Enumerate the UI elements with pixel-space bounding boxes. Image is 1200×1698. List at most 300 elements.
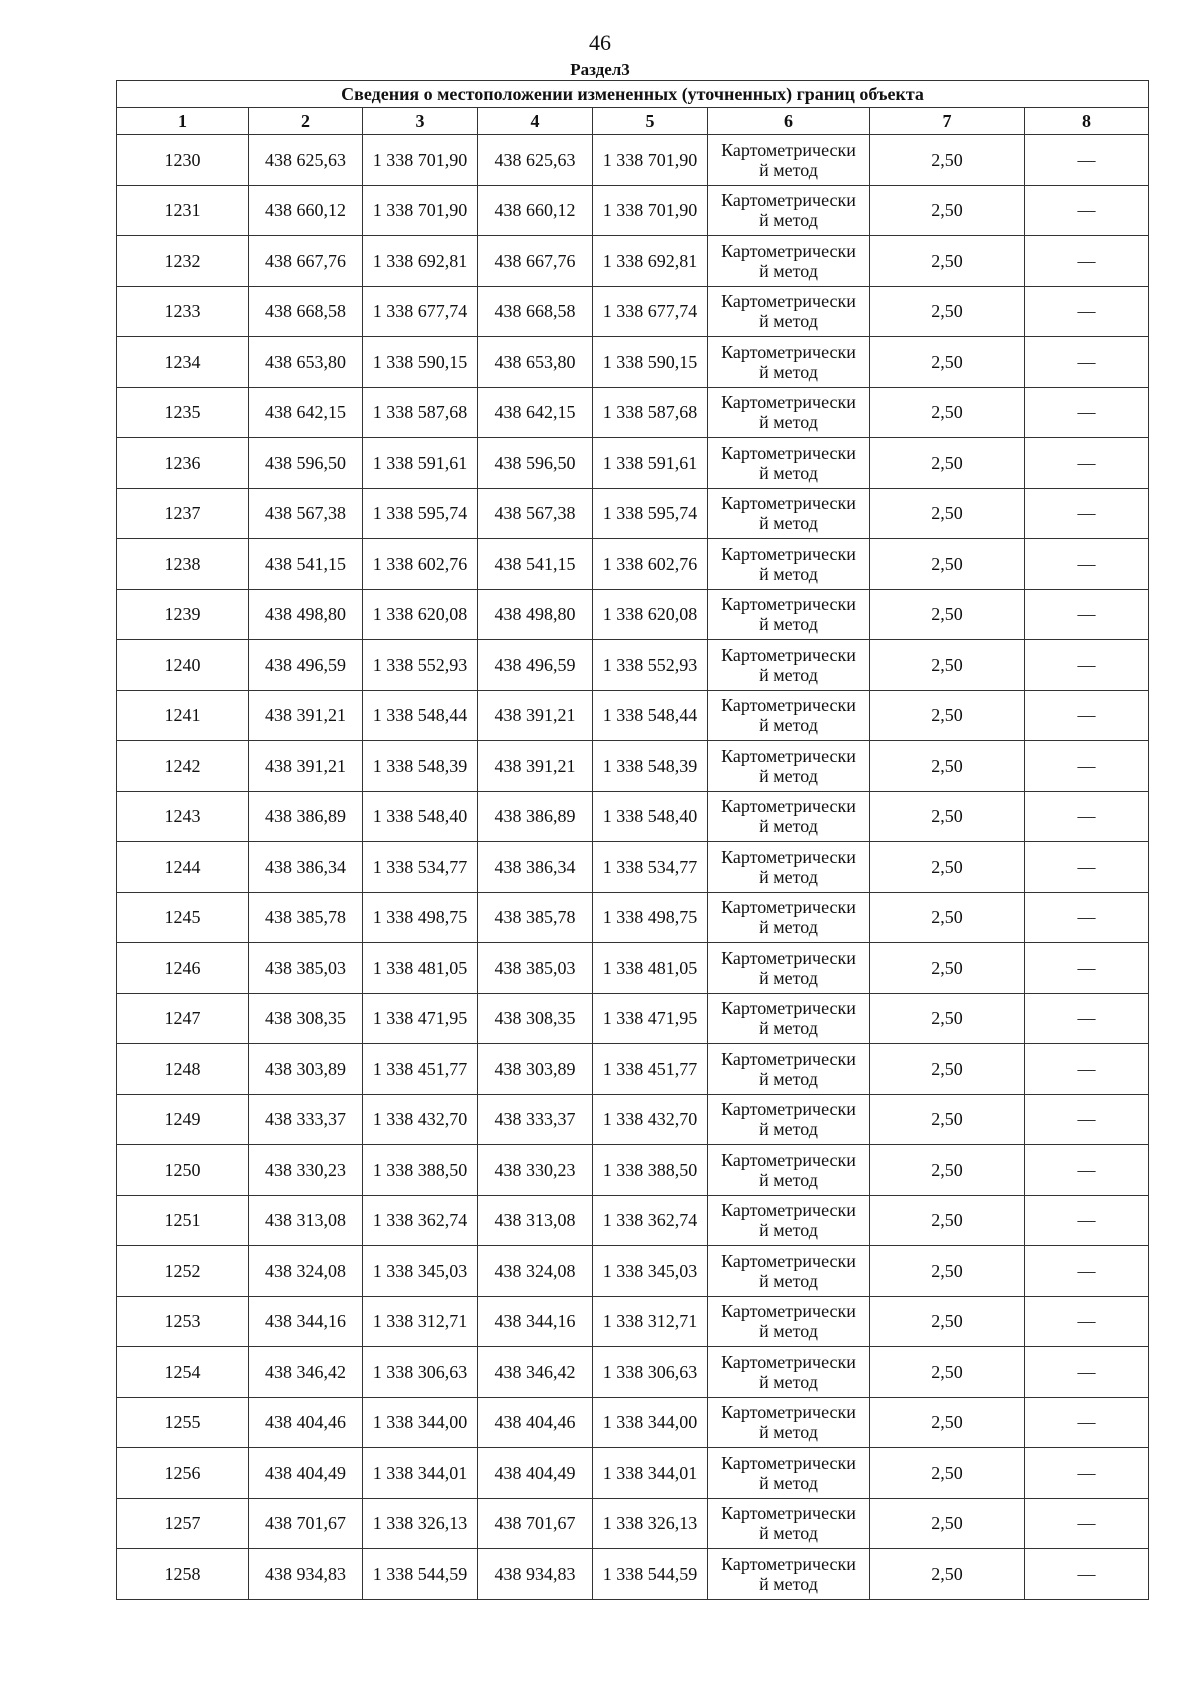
point-number-cell: 1256 [117, 1448, 249, 1499]
y-new-cell: 1 338 498,75 [593, 892, 708, 943]
method-cell [708, 488, 870, 539]
accuracy-cell: 2,50 [870, 1549, 1025, 1600]
y-new-cell: 1 338 432,70 [593, 1094, 708, 1145]
table-row [117, 135, 1149, 186]
description-cell: — [1025, 690, 1149, 741]
method-cell [708, 1397, 870, 1448]
x-old-cell: 438 391,21 [249, 690, 363, 741]
y-new-cell: 1 338 591,61 [593, 438, 708, 489]
coordinates-table [116, 80, 1149, 1600]
method-text-line: Картометрически [721, 543, 856, 564]
method-cell [708, 791, 870, 842]
table-body [117, 135, 1149, 1600]
accuracy-cell: 2,50 [870, 185, 1025, 236]
accuracy-cell: 2,50 [870, 993, 1025, 1044]
x-new-cell: 438 541,15 [478, 539, 593, 590]
x-new-cell: 438 667,76 [478, 236, 593, 287]
method-text-line: Картометрически [721, 644, 856, 665]
table-row [117, 1296, 1149, 1347]
method-text-line: й метод [759, 1371, 818, 1392]
method-cell [708, 1094, 870, 1145]
x-old-cell: 438 391,21 [249, 741, 363, 792]
y-new-cell: 1 338 548,40 [593, 791, 708, 842]
method-text-line: й метод [759, 462, 818, 483]
y-old-cell: 1 338 306,63 [363, 1347, 478, 1398]
point-number-cell: 1237 [117, 488, 249, 539]
y-old-cell: 1 338 587,68 [363, 387, 478, 438]
method-text-line: Картометрически [721, 745, 856, 766]
y-new-cell: 1 338 345,03 [593, 1246, 708, 1297]
method-cell [708, 640, 870, 691]
table-row [117, 791, 1149, 842]
method-text-line: Картометрически [721, 240, 856, 261]
accuracy-cell: 2,50 [870, 438, 1025, 489]
method-cell [708, 1145, 870, 1196]
description-cell: — [1025, 943, 1149, 994]
x-old-cell: 438 313,08 [249, 1195, 363, 1246]
x-new-cell: 438 308,35 [478, 993, 593, 1044]
y-old-cell: 1 338 326,13 [363, 1498, 478, 1549]
method-cell [708, 539, 870, 590]
method-text-line: й метод [759, 1573, 818, 1594]
x-old-cell: 438 308,35 [249, 993, 363, 1044]
x-new-cell: 438 404,46 [478, 1397, 593, 1448]
accuracy-cell: 2,50 [870, 135, 1025, 186]
description-cell: — [1025, 892, 1149, 943]
method-cell [708, 1296, 870, 1347]
x-new-cell: 438 625,63 [478, 135, 593, 186]
y-old-cell: 1 338 677,74 [363, 286, 478, 337]
x-old-cell: 438 346,42 [249, 1347, 363, 1398]
y-old-cell: 1 338 602,76 [363, 539, 478, 590]
point-number-cell: 1255 [117, 1397, 249, 1448]
x-new-cell: 438 404,49 [478, 1448, 593, 1499]
table-row [117, 943, 1149, 994]
method-cell [708, 589, 870, 640]
point-number-cell: 1257 [117, 1498, 249, 1549]
table-row [117, 993, 1149, 1044]
method-text-line: Картометрически [721, 1351, 856, 1372]
x-new-cell: 438 385,03 [478, 943, 593, 994]
method-cell [708, 1044, 870, 1095]
point-number-cell: 1232 [117, 236, 249, 287]
y-new-cell: 1 338 620,08 [593, 589, 708, 640]
method-text-line: й метод [759, 563, 818, 584]
method-text-line: й метод [759, 1068, 818, 1089]
table-row [117, 1549, 1149, 1600]
description-cell: — [1025, 236, 1149, 287]
table-caption: Сведения о местоположении измененных (уточненных) границ объекта [117, 81, 1149, 108]
x-old-cell: 438 567,38 [249, 488, 363, 539]
table-caption-row [117, 81, 1149, 108]
method-text-line: й метод [759, 917, 818, 938]
y-new-cell: 1 338 344,00 [593, 1397, 708, 1448]
x-new-cell: 438 346,42 [478, 1347, 593, 1398]
method-cell [708, 286, 870, 337]
x-old-cell: 438 330,23 [249, 1145, 363, 1196]
method-text-line: й метод [759, 816, 818, 837]
method-text-line: й метод [759, 765, 818, 786]
method-cell [708, 842, 870, 893]
description-cell: — [1025, 1094, 1149, 1145]
x-old-cell: 438 934,83 [249, 1549, 363, 1600]
x-old-cell: 438 667,76 [249, 236, 363, 287]
description-cell: — [1025, 1549, 1149, 1600]
method-text-line: Картометрически [721, 594, 856, 615]
y-new-cell: 1 338 326,13 [593, 1498, 708, 1549]
method-cell [708, 185, 870, 236]
x-old-cell: 438 642,15 [249, 387, 363, 438]
x-old-cell: 438 386,34 [249, 842, 363, 893]
y-old-cell: 1 338 481,05 [363, 943, 478, 994]
method-text-line: Картометрически [721, 1149, 856, 1170]
column-number-2: 2 [249, 108, 363, 135]
y-old-cell: 1 338 345,03 [363, 1246, 478, 1297]
method-text-line: Картометрически [721, 897, 856, 918]
method-text-line: й метод [759, 1220, 818, 1241]
method-text-line: Картометрически [721, 1048, 856, 1069]
accuracy-cell: 2,50 [870, 1397, 1025, 1448]
method-text-line: Картометрически [721, 392, 856, 413]
point-number-cell: 1250 [117, 1145, 249, 1196]
y-new-cell: 1 338 534,77 [593, 842, 708, 893]
y-old-cell: 1 338 701,90 [363, 185, 478, 236]
y-new-cell: 1 338 344,01 [593, 1448, 708, 1499]
x-new-cell: 438 701,67 [478, 1498, 593, 1549]
x-old-cell: 438 498,80 [249, 589, 363, 640]
x-new-cell: 438 330,23 [478, 1145, 593, 1196]
description-cell: — [1025, 337, 1149, 388]
column-number-4: 4 [478, 108, 593, 135]
method-text-line: Картометрически [721, 493, 856, 514]
x-new-cell: 438 386,34 [478, 842, 593, 893]
x-new-cell: 438 668,58 [478, 286, 593, 337]
description-cell: — [1025, 741, 1149, 792]
x-new-cell: 438 660,12 [478, 185, 593, 236]
point-number-cell: 1236 [117, 438, 249, 489]
x-old-cell: 438 303,89 [249, 1044, 363, 1095]
x-old-cell: 438 701,67 [249, 1498, 363, 1549]
method-cell [708, 1549, 870, 1600]
accuracy-cell: 2,50 [870, 387, 1025, 438]
method-text-line: Картометрически [721, 1553, 856, 1574]
description-cell: — [1025, 387, 1149, 438]
point-number-cell: 1231 [117, 185, 249, 236]
y-new-cell: 1 338 362,74 [593, 1195, 708, 1246]
x-old-cell: 438 404,46 [249, 1397, 363, 1448]
y-new-cell: 1 338 306,63 [593, 1347, 708, 1398]
method-text-line: Картометрически [721, 1200, 856, 1221]
x-old-cell: 438 385,78 [249, 892, 363, 943]
x-new-cell: 438 324,08 [478, 1246, 593, 1297]
table-row [117, 1347, 1149, 1398]
table-row [117, 1246, 1149, 1297]
accuracy-cell: 2,50 [870, 892, 1025, 943]
y-new-cell: 1 338 548,44 [593, 690, 708, 741]
point-number-cell: 1245 [117, 892, 249, 943]
point-number-cell: 1241 [117, 690, 249, 741]
method-text-line: Картометрически [721, 291, 856, 312]
method-text-line: Картометрически [721, 998, 856, 1019]
method-text-line: й метод [759, 1472, 818, 1493]
point-number-cell: 1254 [117, 1347, 249, 1398]
method-text-line: Картометрически [721, 846, 856, 867]
y-new-cell: 1 338 552,93 [593, 640, 708, 691]
x-old-cell: 438 324,08 [249, 1246, 363, 1297]
accuracy-cell: 2,50 [870, 1448, 1025, 1499]
method-text-line: й метод [759, 967, 818, 988]
table-row [117, 539, 1149, 590]
point-number-cell: 1239 [117, 589, 249, 640]
x-new-cell: 438 303,89 [478, 1044, 593, 1095]
y-new-cell: 1 338 481,05 [593, 943, 708, 994]
method-cell [708, 135, 870, 186]
y-old-cell: 1 338 312,71 [363, 1296, 478, 1347]
x-new-cell: 438 596,50 [478, 438, 593, 489]
method-text-line: й метод [759, 412, 818, 433]
description-cell: — [1025, 791, 1149, 842]
accuracy-cell: 2,50 [870, 1145, 1025, 1196]
method-cell [708, 1347, 870, 1398]
table-row [117, 741, 1149, 792]
point-number-cell: 1233 [117, 286, 249, 337]
accuracy-cell: 2,50 [870, 539, 1025, 590]
y-new-cell: 1 338 544,59 [593, 1549, 708, 1600]
point-number-cell: 1235 [117, 387, 249, 438]
y-old-cell: 1 338 534,77 [363, 842, 478, 893]
accuracy-cell: 2,50 [870, 1195, 1025, 1246]
table-row [117, 1094, 1149, 1145]
method-text-line: Картометрически [721, 947, 856, 968]
method-text-line: й метод [759, 1119, 818, 1140]
accuracy-cell: 2,50 [870, 236, 1025, 287]
y-old-cell: 1 338 432,70 [363, 1094, 478, 1145]
method-text-line: Картометрически [721, 442, 856, 463]
column-number-1: 1 [117, 108, 249, 135]
column-number-6: 6 [708, 108, 870, 135]
point-number-cell: 1234 [117, 337, 249, 388]
x-old-cell: 438 385,03 [249, 943, 363, 994]
point-number-cell: 1244 [117, 842, 249, 893]
y-old-cell: 1 338 552,93 [363, 640, 478, 691]
y-old-cell: 1 338 544,59 [363, 1549, 478, 1600]
point-number-cell: 1246 [117, 943, 249, 994]
y-new-cell: 1 338 701,90 [593, 185, 708, 236]
method-cell [708, 741, 870, 792]
description-cell: — [1025, 1145, 1149, 1196]
accuracy-cell: 2,50 [870, 1246, 1025, 1297]
point-number-cell: 1240 [117, 640, 249, 691]
table-row [117, 1498, 1149, 1549]
accuracy-cell: 2,50 [870, 1347, 1025, 1398]
method-cell [708, 1498, 870, 1549]
accuracy-cell: 2,50 [870, 1296, 1025, 1347]
x-new-cell: 438 313,08 [478, 1195, 593, 1246]
x-old-cell: 438 386,89 [249, 791, 363, 842]
y-old-cell: 1 338 471,95 [363, 993, 478, 1044]
method-text-line: й метод [759, 715, 818, 736]
y-old-cell: 1 338 362,74 [363, 1195, 478, 1246]
method-cell [708, 1195, 870, 1246]
table-row [117, 185, 1149, 236]
y-old-cell: 1 338 548,39 [363, 741, 478, 792]
point-number-cell: 1238 [117, 539, 249, 590]
column-number-row [117, 108, 1149, 135]
description-cell: — [1025, 135, 1149, 186]
x-new-cell: 438 333,37 [478, 1094, 593, 1145]
y-new-cell: 1 338 602,76 [593, 539, 708, 590]
method-text-line: й метод [759, 614, 818, 635]
x-old-cell: 438 541,15 [249, 539, 363, 590]
method-text-line: Картометрически [721, 1503, 856, 1524]
method-text-line: й метод [759, 1321, 818, 1342]
y-old-cell: 1 338 701,90 [363, 135, 478, 186]
method-text-line: й метод [759, 311, 818, 332]
x-old-cell: 438 333,37 [249, 1094, 363, 1145]
point-number-cell: 1243 [117, 791, 249, 842]
y-old-cell: 1 338 344,01 [363, 1448, 478, 1499]
x-new-cell: 438 344,16 [478, 1296, 593, 1347]
y-old-cell: 1 338 548,44 [363, 690, 478, 741]
accuracy-cell: 2,50 [870, 488, 1025, 539]
method-text-line: Картометрически [721, 1402, 856, 1423]
x-old-cell: 438 668,58 [249, 286, 363, 337]
method-text-line: Картометрически [721, 1452, 856, 1473]
table-row [117, 892, 1149, 943]
description-cell: — [1025, 185, 1149, 236]
y-old-cell: 1 338 692,81 [363, 236, 478, 287]
method-text-line: й метод [759, 1169, 818, 1190]
method-text-line: Картометрически [721, 190, 856, 211]
table-row [117, 1145, 1149, 1196]
y-old-cell: 1 338 620,08 [363, 589, 478, 640]
x-new-cell: 438 386,89 [478, 791, 593, 842]
method-cell [708, 993, 870, 1044]
point-number-cell: 1252 [117, 1246, 249, 1297]
column-number-3: 3 [363, 108, 478, 135]
accuracy-cell: 2,50 [870, 337, 1025, 388]
x-old-cell: 438 625,63 [249, 135, 363, 186]
column-number-7: 7 [870, 108, 1025, 135]
table-row [117, 387, 1149, 438]
y-old-cell: 1 338 451,77 [363, 1044, 478, 1095]
method-text-line: й метод [759, 664, 818, 685]
x-old-cell: 438 404,49 [249, 1448, 363, 1499]
y-new-cell: 1 338 677,74 [593, 286, 708, 337]
description-cell: — [1025, 1044, 1149, 1095]
table-row [117, 1397, 1149, 1448]
method-cell [708, 387, 870, 438]
table-row [117, 690, 1149, 741]
description-cell: — [1025, 286, 1149, 337]
column-number-8: 8 [1025, 108, 1149, 135]
accuracy-cell: 2,50 [870, 1498, 1025, 1549]
x-new-cell: 438 934,83 [478, 1549, 593, 1600]
accuracy-cell: 2,50 [870, 589, 1025, 640]
point-number-cell: 1230 [117, 135, 249, 186]
x-new-cell: 438 653,80 [478, 337, 593, 388]
accuracy-cell: 2,50 [870, 690, 1025, 741]
table-row [117, 842, 1149, 893]
y-new-cell: 1 338 312,71 [593, 1296, 708, 1347]
table-row [117, 640, 1149, 691]
method-text-line: Картометрически [721, 341, 856, 362]
method-cell [708, 690, 870, 741]
x-new-cell: 438 391,21 [478, 741, 593, 792]
method-cell [708, 337, 870, 388]
description-cell: — [1025, 842, 1149, 893]
description-cell: — [1025, 1397, 1149, 1448]
table-row [117, 286, 1149, 337]
method-text-line: й метод [759, 210, 818, 231]
point-number-cell: 1253 [117, 1296, 249, 1347]
accuracy-cell: 2,50 [870, 943, 1025, 994]
method-cell [708, 1448, 870, 1499]
y-new-cell: 1 338 587,68 [593, 387, 708, 438]
x-new-cell: 438 567,38 [478, 488, 593, 539]
table-row [117, 337, 1149, 388]
method-text-line: Картометрически [721, 139, 856, 160]
x-new-cell: 438 391,21 [478, 690, 593, 741]
point-number-cell: 1258 [117, 1549, 249, 1600]
y-old-cell: 1 338 548,40 [363, 791, 478, 842]
method-text-line: й метод [759, 361, 818, 382]
x-new-cell: 438 385,78 [478, 892, 593, 943]
description-cell: — [1025, 589, 1149, 640]
section-title: Раздел3 [570, 60, 630, 79]
y-new-cell: 1 338 701,90 [593, 135, 708, 186]
method-text-line: й метод [759, 1523, 818, 1544]
table-row [117, 1448, 1149, 1499]
accuracy-cell: 2,50 [870, 1044, 1025, 1095]
accuracy-cell: 2,50 [870, 286, 1025, 337]
x-old-cell: 438 496,59 [249, 640, 363, 691]
description-cell: — [1025, 1195, 1149, 1246]
x-new-cell: 438 642,15 [478, 387, 593, 438]
method-cell [708, 943, 870, 994]
y-new-cell: 1 338 451,77 [593, 1044, 708, 1095]
y-old-cell: 1 338 595,74 [363, 488, 478, 539]
table-row [117, 589, 1149, 640]
description-cell: — [1025, 1347, 1149, 1398]
method-text-line: й метод [759, 1018, 818, 1039]
x-old-cell: 438 596,50 [249, 438, 363, 489]
point-number-cell: 1251 [117, 1195, 249, 1246]
method-text-line: й метод [759, 866, 818, 887]
accuracy-cell: 2,50 [870, 1094, 1025, 1145]
method-text-line: й метод [759, 1422, 818, 1443]
point-number-cell: 1247 [117, 993, 249, 1044]
y-new-cell: 1 338 595,74 [593, 488, 708, 539]
table-row [117, 1195, 1149, 1246]
method-text-line: Картометрически [721, 796, 856, 817]
description-cell: — [1025, 993, 1149, 1044]
description-cell: — [1025, 1498, 1149, 1549]
table-row [117, 1044, 1149, 1095]
description-cell: — [1025, 1246, 1149, 1297]
description-cell: — [1025, 488, 1149, 539]
method-text-line: Картометрически [721, 695, 856, 716]
accuracy-cell: 2,50 [870, 791, 1025, 842]
method-cell [708, 438, 870, 489]
x-new-cell: 438 498,80 [478, 589, 593, 640]
y-new-cell: 1 338 471,95 [593, 993, 708, 1044]
point-number-cell: 1249 [117, 1094, 249, 1145]
y-old-cell: 1 338 388,50 [363, 1145, 478, 1196]
point-number-cell: 1248 [117, 1044, 249, 1095]
accuracy-cell: 2,50 [870, 741, 1025, 792]
method-text-line: Картометрически [721, 1250, 856, 1271]
